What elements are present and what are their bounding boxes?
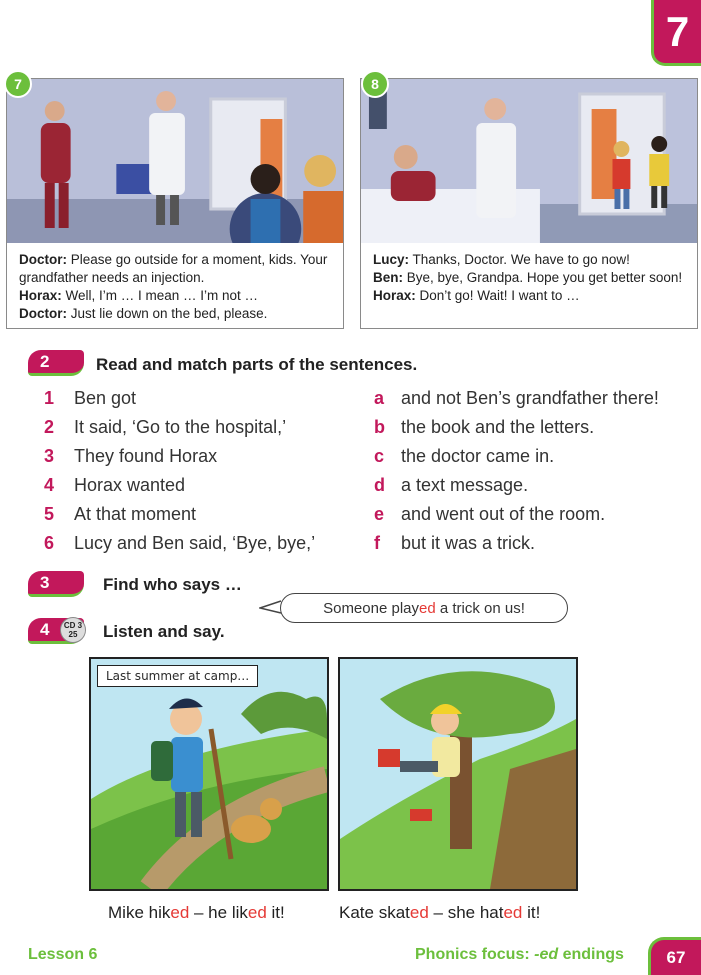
phrase-mike [108, 903, 285, 923]
speech-text: a trick on us! [435, 599, 525, 617]
speaker: Doctor: [19, 306, 67, 321]
ed-ending: ed [170, 903, 190, 922]
phrase-part: it! [522, 903, 541, 922]
frame-number-badge: 7 [4, 70, 32, 98]
line: Well, I’m … I mean … I’m not … [61, 288, 259, 303]
cd-track: 25 [68, 630, 78, 639]
speaker: Lucy: [373, 252, 410, 267]
cartoon-hiking [89, 657, 329, 891]
exercise-3-badge: 3 [28, 571, 84, 597]
item-number: 4 [44, 475, 55, 495]
frame-number-badge: 8 [361, 70, 389, 98]
phrase-part: – she hat [428, 903, 504, 922]
item-letter: f [374, 533, 380, 553]
focus-prefix: Phonics focus: [415, 946, 535, 963]
item-text: the doctor came in. [401, 446, 555, 466]
speaker: Horax: [19, 288, 62, 303]
hospital-bed-scene-illustration [361, 79, 697, 243]
line: Just lie down on the bed, please. [67, 306, 268, 321]
speech-text: Someone play [323, 599, 419, 617]
speaker: Doctor: [19, 252, 67, 267]
phonics-focus-label [415, 946, 624, 964]
item-text: It said, ‘Go to the hospital,’ [74, 417, 287, 437]
page-number: 67 [648, 937, 701, 975]
phrase-part: Kate skat [339, 903, 410, 922]
item-number: 6 [44, 533, 55, 553]
item-number: 1 [44, 388, 55, 408]
cartoon-caption-box: Last summer at camp… [97, 665, 258, 687]
hiking-boy-illustration [91, 659, 327, 889]
lesson-label: Lesson 6 [28, 946, 98, 963]
exercise-4-title: Listen and say. [103, 622, 225, 641]
focus-suffix: endings [558, 946, 624, 963]
exercise-4-badge: 4 [28, 618, 84, 644]
cd-icon [60, 617, 86, 643]
exercise-2-title: Read and match parts of the sentences. [96, 355, 418, 374]
speaker: Ben: [373, 270, 403, 285]
item-letter: d [374, 475, 385, 495]
item-letter: b [374, 417, 385, 437]
frame-7-caption [19, 251, 335, 323]
item-number: 3 [44, 446, 55, 466]
cartoon-skating [338, 657, 578, 891]
speaker: Horax: [373, 288, 416, 303]
line: Please go outside for a moment, kids. Your grandfather needs an injection. [19, 252, 328, 285]
line: Don’t go! Wait! I want to … [415, 288, 580, 303]
item-number: 5 [44, 504, 55, 524]
phrase-kate [339, 903, 540, 923]
item-letter: a [374, 388, 385, 408]
item-letter: c [374, 446, 385, 466]
speech-bubble [280, 593, 568, 623]
skating-girl-illustration [340, 659, 576, 889]
item-text: and not Ben’s grandfather there! [401, 388, 659, 408]
unit-tab: 7 [651, 0, 701, 66]
ed-ending: ed [247, 903, 267, 922]
item-text: Ben got [74, 388, 137, 408]
item-text: Horax wanted [74, 475, 186, 495]
item-number: 2 [44, 417, 55, 437]
cd-label: CD 3 [63, 621, 83, 630]
line: Thanks, Doctor. We have to go now! [409, 252, 630, 267]
exercise-2-badge: 2 [28, 350, 84, 376]
item-letter: e [374, 504, 385, 524]
speech-ed-ending: ed [419, 599, 436, 617]
phrase-part: it! [266, 903, 285, 922]
frame-8-caption [373, 251, 689, 305]
ed-ending: ed [503, 903, 523, 922]
phrase-part: – he lik [189, 903, 248, 922]
story-frame-7 [6, 78, 344, 329]
item-text: a text message. [401, 475, 529, 495]
phrase-part: Mike hik [108, 903, 171, 922]
ed-ending: ed [409, 903, 429, 922]
focus-emphasis: -ed [534, 946, 559, 963]
item-text: Lucy and Ben said, ‘Bye, bye,’ [74, 533, 316, 553]
item-text: the book and the letters. [401, 417, 595, 437]
hospital-scene-illustration [7, 79, 343, 243]
item-text: and went out of the room. [401, 504, 606, 524]
exercise-3-title: Find who says … [103, 575, 242, 594]
story-frame-8 [360, 78, 698, 329]
item-text: At that moment [74, 504, 197, 524]
item-text: They found Horax [74, 446, 218, 466]
line: Bye, bye, Grandpa. Hope you get better soon! [403, 270, 683, 285]
item-text: but it was a trick. [401, 533, 536, 553]
